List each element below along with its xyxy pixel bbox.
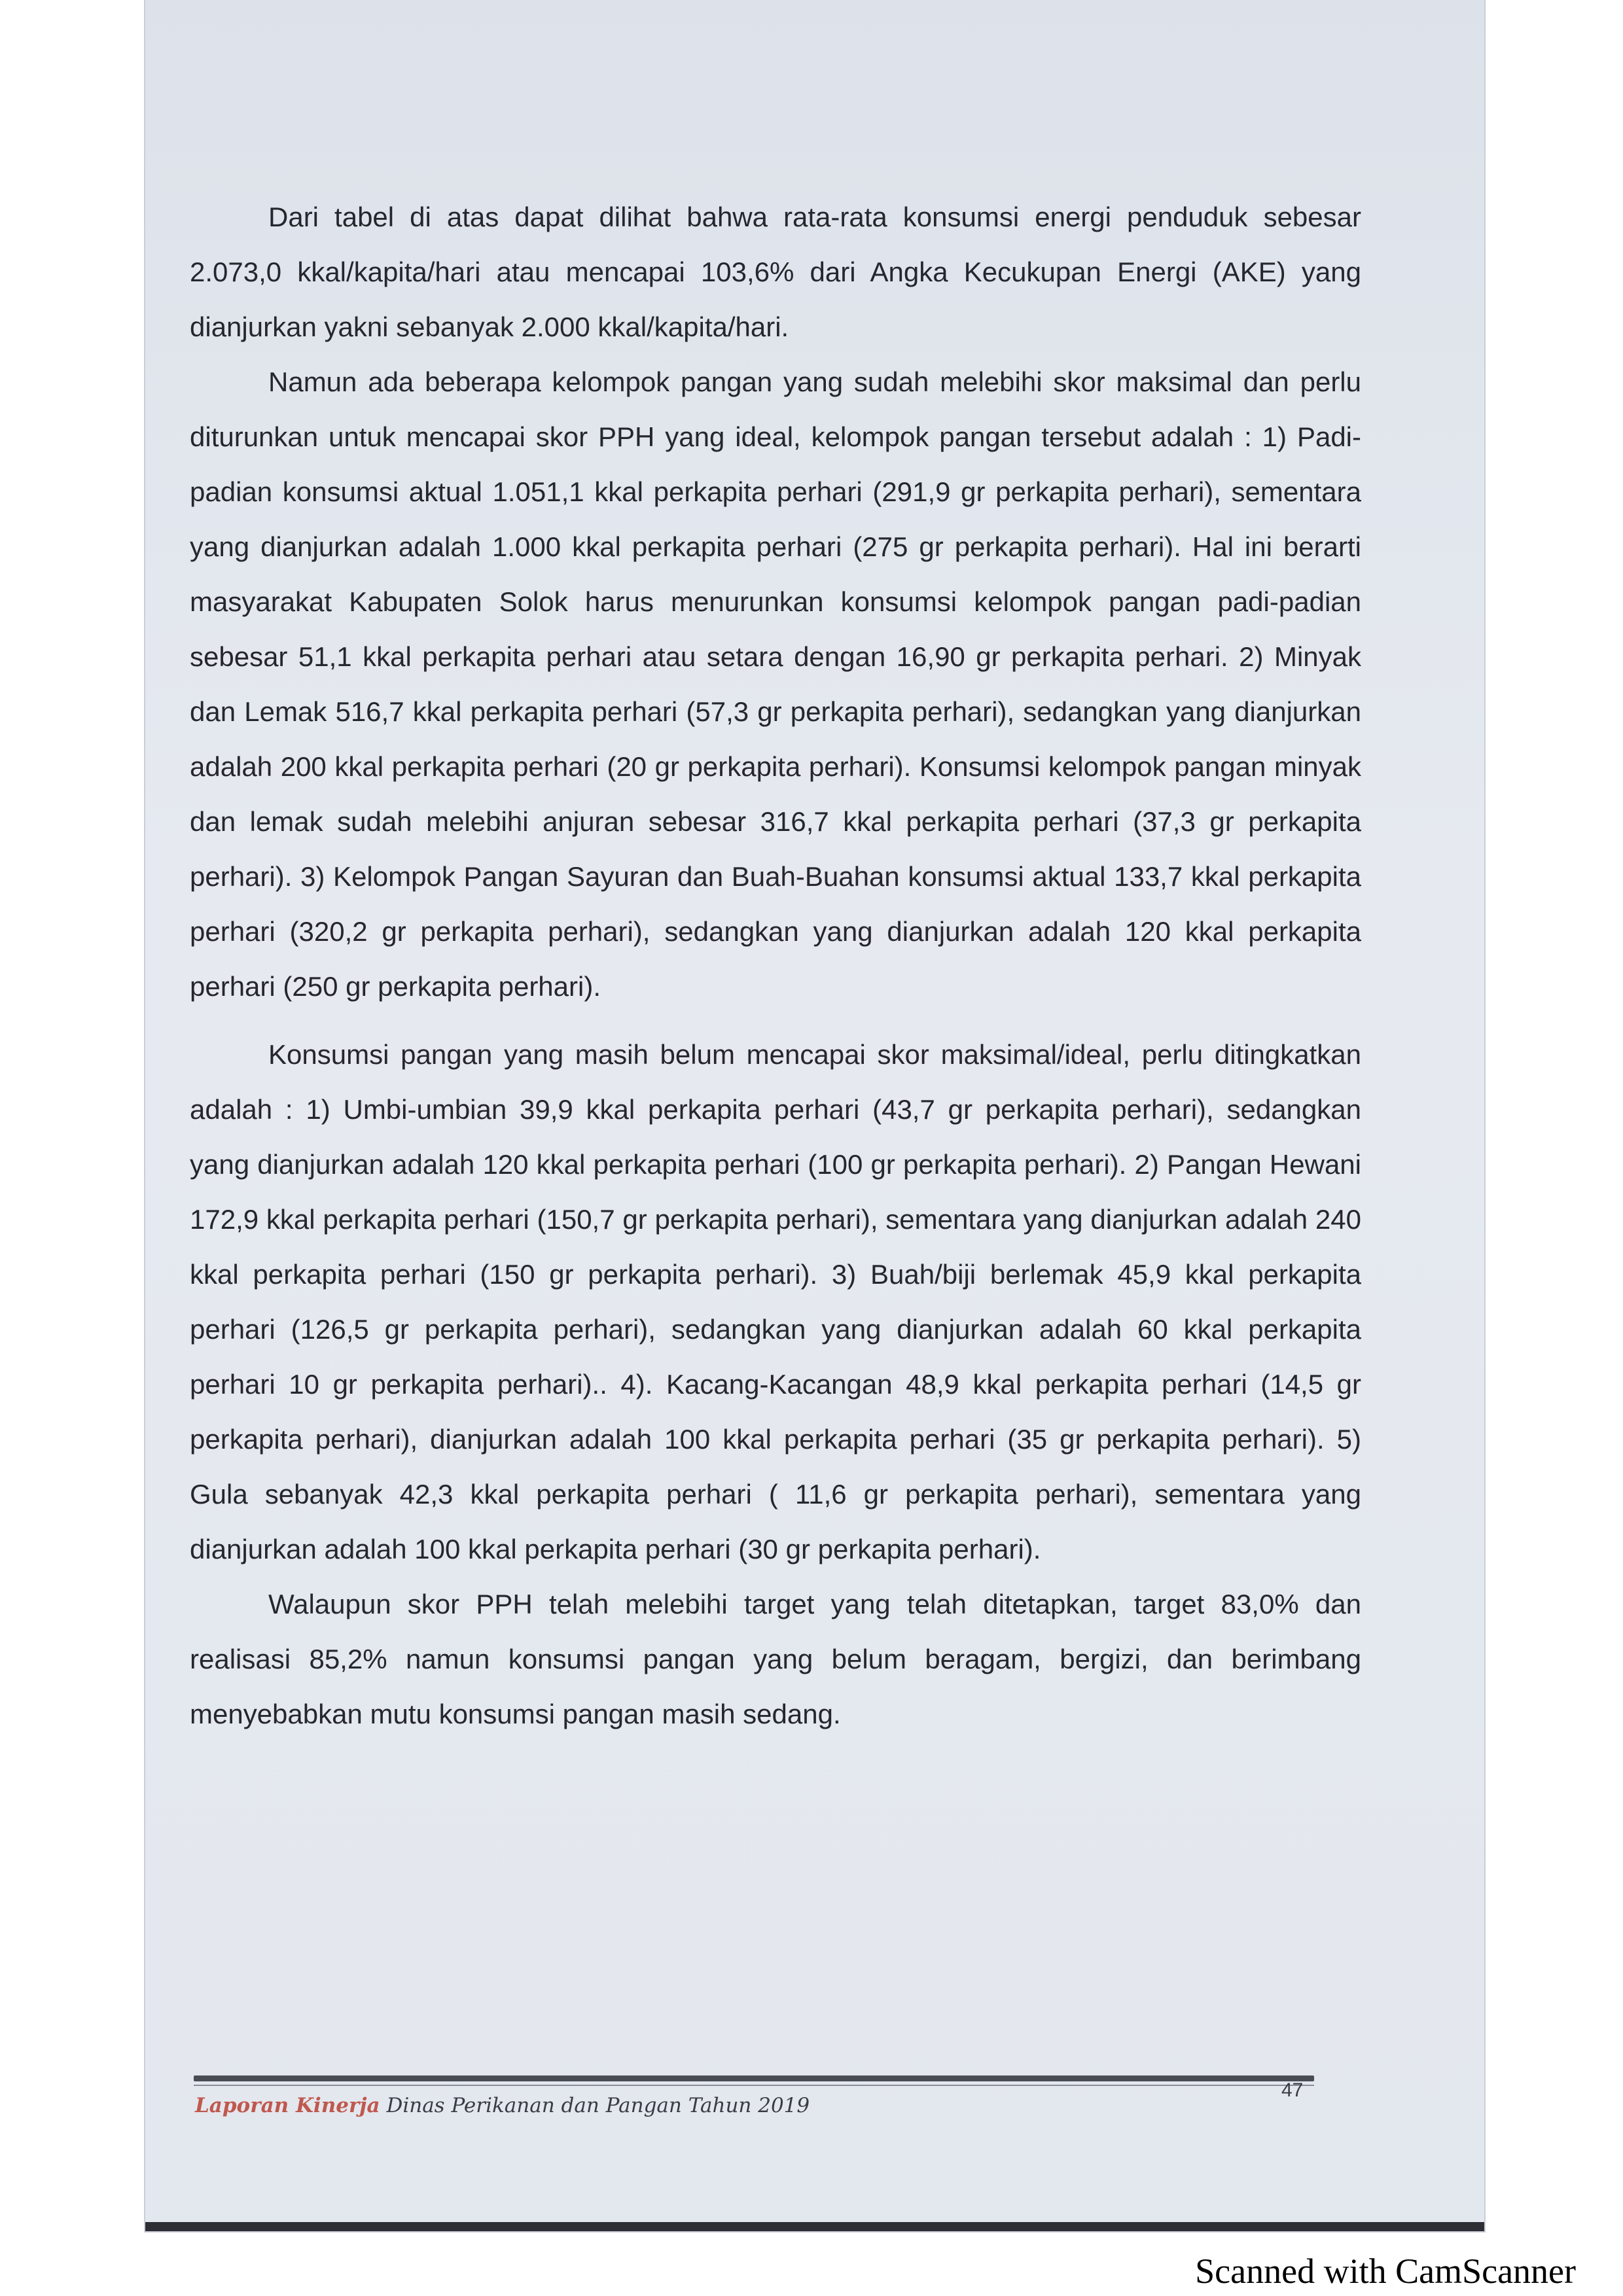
page-bottom-edge [145, 2222, 1484, 2231]
body-text [190, 190, 1361, 1742]
footer-title-accent: Laporan Kinerja [195, 2094, 380, 2117]
footer-report-title [195, 2094, 810, 2117]
paragraph-energy-consumption: Dari tabel di atas dapat dilihat bahwa rata-rata konsumsi energi penduduk sebesar 2.073,0 kkal/kapita/hari atau mencapai 103,6% dari Angka Kecukupan Energi (AKE) yang dianjurkan yakni sebanyak 2.000 kkal/kapita/hari. [190, 202, 1361, 342]
page-number: 47 [1281, 2079, 1304, 2101]
scanner-credit: Scanned with CamScanner [1195, 2252, 1576, 2291]
paragraph-pph-score-summary: Walaupun skor PPH telah melebihi target yang telah ditetapkan, target 83,0% dan realisasi 85,2% namun konsumsi pangan yang belum beragam, bergizi, dan berimbang menyebabkan mutu konsumsi pangan masih sedang. [190, 1589, 1361, 1729]
footer-rule-thin [194, 2085, 1314, 2086]
footer-title-rest: Dinas Perikanan dan Pangan Tahun 2019 [380, 2094, 810, 2117]
paragraph-deficient-food-groups: Konsumsi pangan yang masih belum mencapai skor maksimal/ideal, perlu ditingkatkan adalah : 1) Umbi-umbian 39,9 kkal perkapita perhari (43,7 gr perkapita perhari), sedangkan yang dianjurkan adalah 120 kkal perkapita perhari (100 gr perkapita perhari). 2) Pangan Hewani 172,9 kkal perkapita perhari (150,7 gr perkapita perhari), sementara yang dianjurkan adalah 240 kkal perkapita perhari (150 gr perkapita perhari). 3) Buah/biji berlemak 45,9 kkal perkapita perhari (126,5 gr perkapita perhari), sedangkan yang dianjurkan adalah 60 kkal perkapita perhari 10 gr perkapita perhari).. 4). Kacang-Kacangan 48,9 kkal perkapita perhari (14,5 gr perkapita perhari), dianjurkan adalah 100 kkal perkapita perhari (35 gr perkapita perhari). 5) Gula sebanyak 42,3 kkal perkapita perhari ( 11,6 gr perkapita perhari), sementara yang dianjurkan adalah 100 kkal perkapita perhari (30 gr perkapita perhari). [190, 1039, 1361, 1564]
scanned-page [145, 0, 1484, 2231]
paragraph-excess-food-groups: Namun ada beberapa kelompok pangan yang sudah melebihi skor maksimal dan perlu diturunkan untuk mencapai skor PPH yang ideal, kelompok pangan tersebut adalah : 1) Padi-padian konsumsi aktual 1.051,1 kkal perkapita perhari (291,9 gr perkapita perhari), sementara yang dianjurkan adalah 1.000 kkal perkapita perhari (275 gr perkapita perhari). Hal ini berarti masyarakat Kabupaten Solok harus menurunkan konsumsi kelompok pangan padi-padian sebesar 51,1 kkal perkapita perhari atau setara dengan 16,90 gr perkapita perhari. 2) Minyak dan Lemak 516,7 kkal perkapita perhari (57,3 gr perkapita perhari), sedangkan yang dianjurkan adalah 200 kkal perkapita perhari (20 gr perkapita perhari). Konsumsi kelompok pangan minyak dan lemak sudah melebihi anjuran sebesar 316,7 kkal perkapita perhari (37,3 gr perkapita perhari). 3) Kelompok Pangan Sayuran dan Buah-Buahan konsumsi aktual 133,7 kkal perkapita perhari (320,2 gr perkapita perhari), sedangkan yang dianjurkan adalah 120 kkal perkapita perhari (250 gr perkapita perhari). [190, 366, 1361, 1002]
footer-rule [194, 2075, 1314, 2081]
